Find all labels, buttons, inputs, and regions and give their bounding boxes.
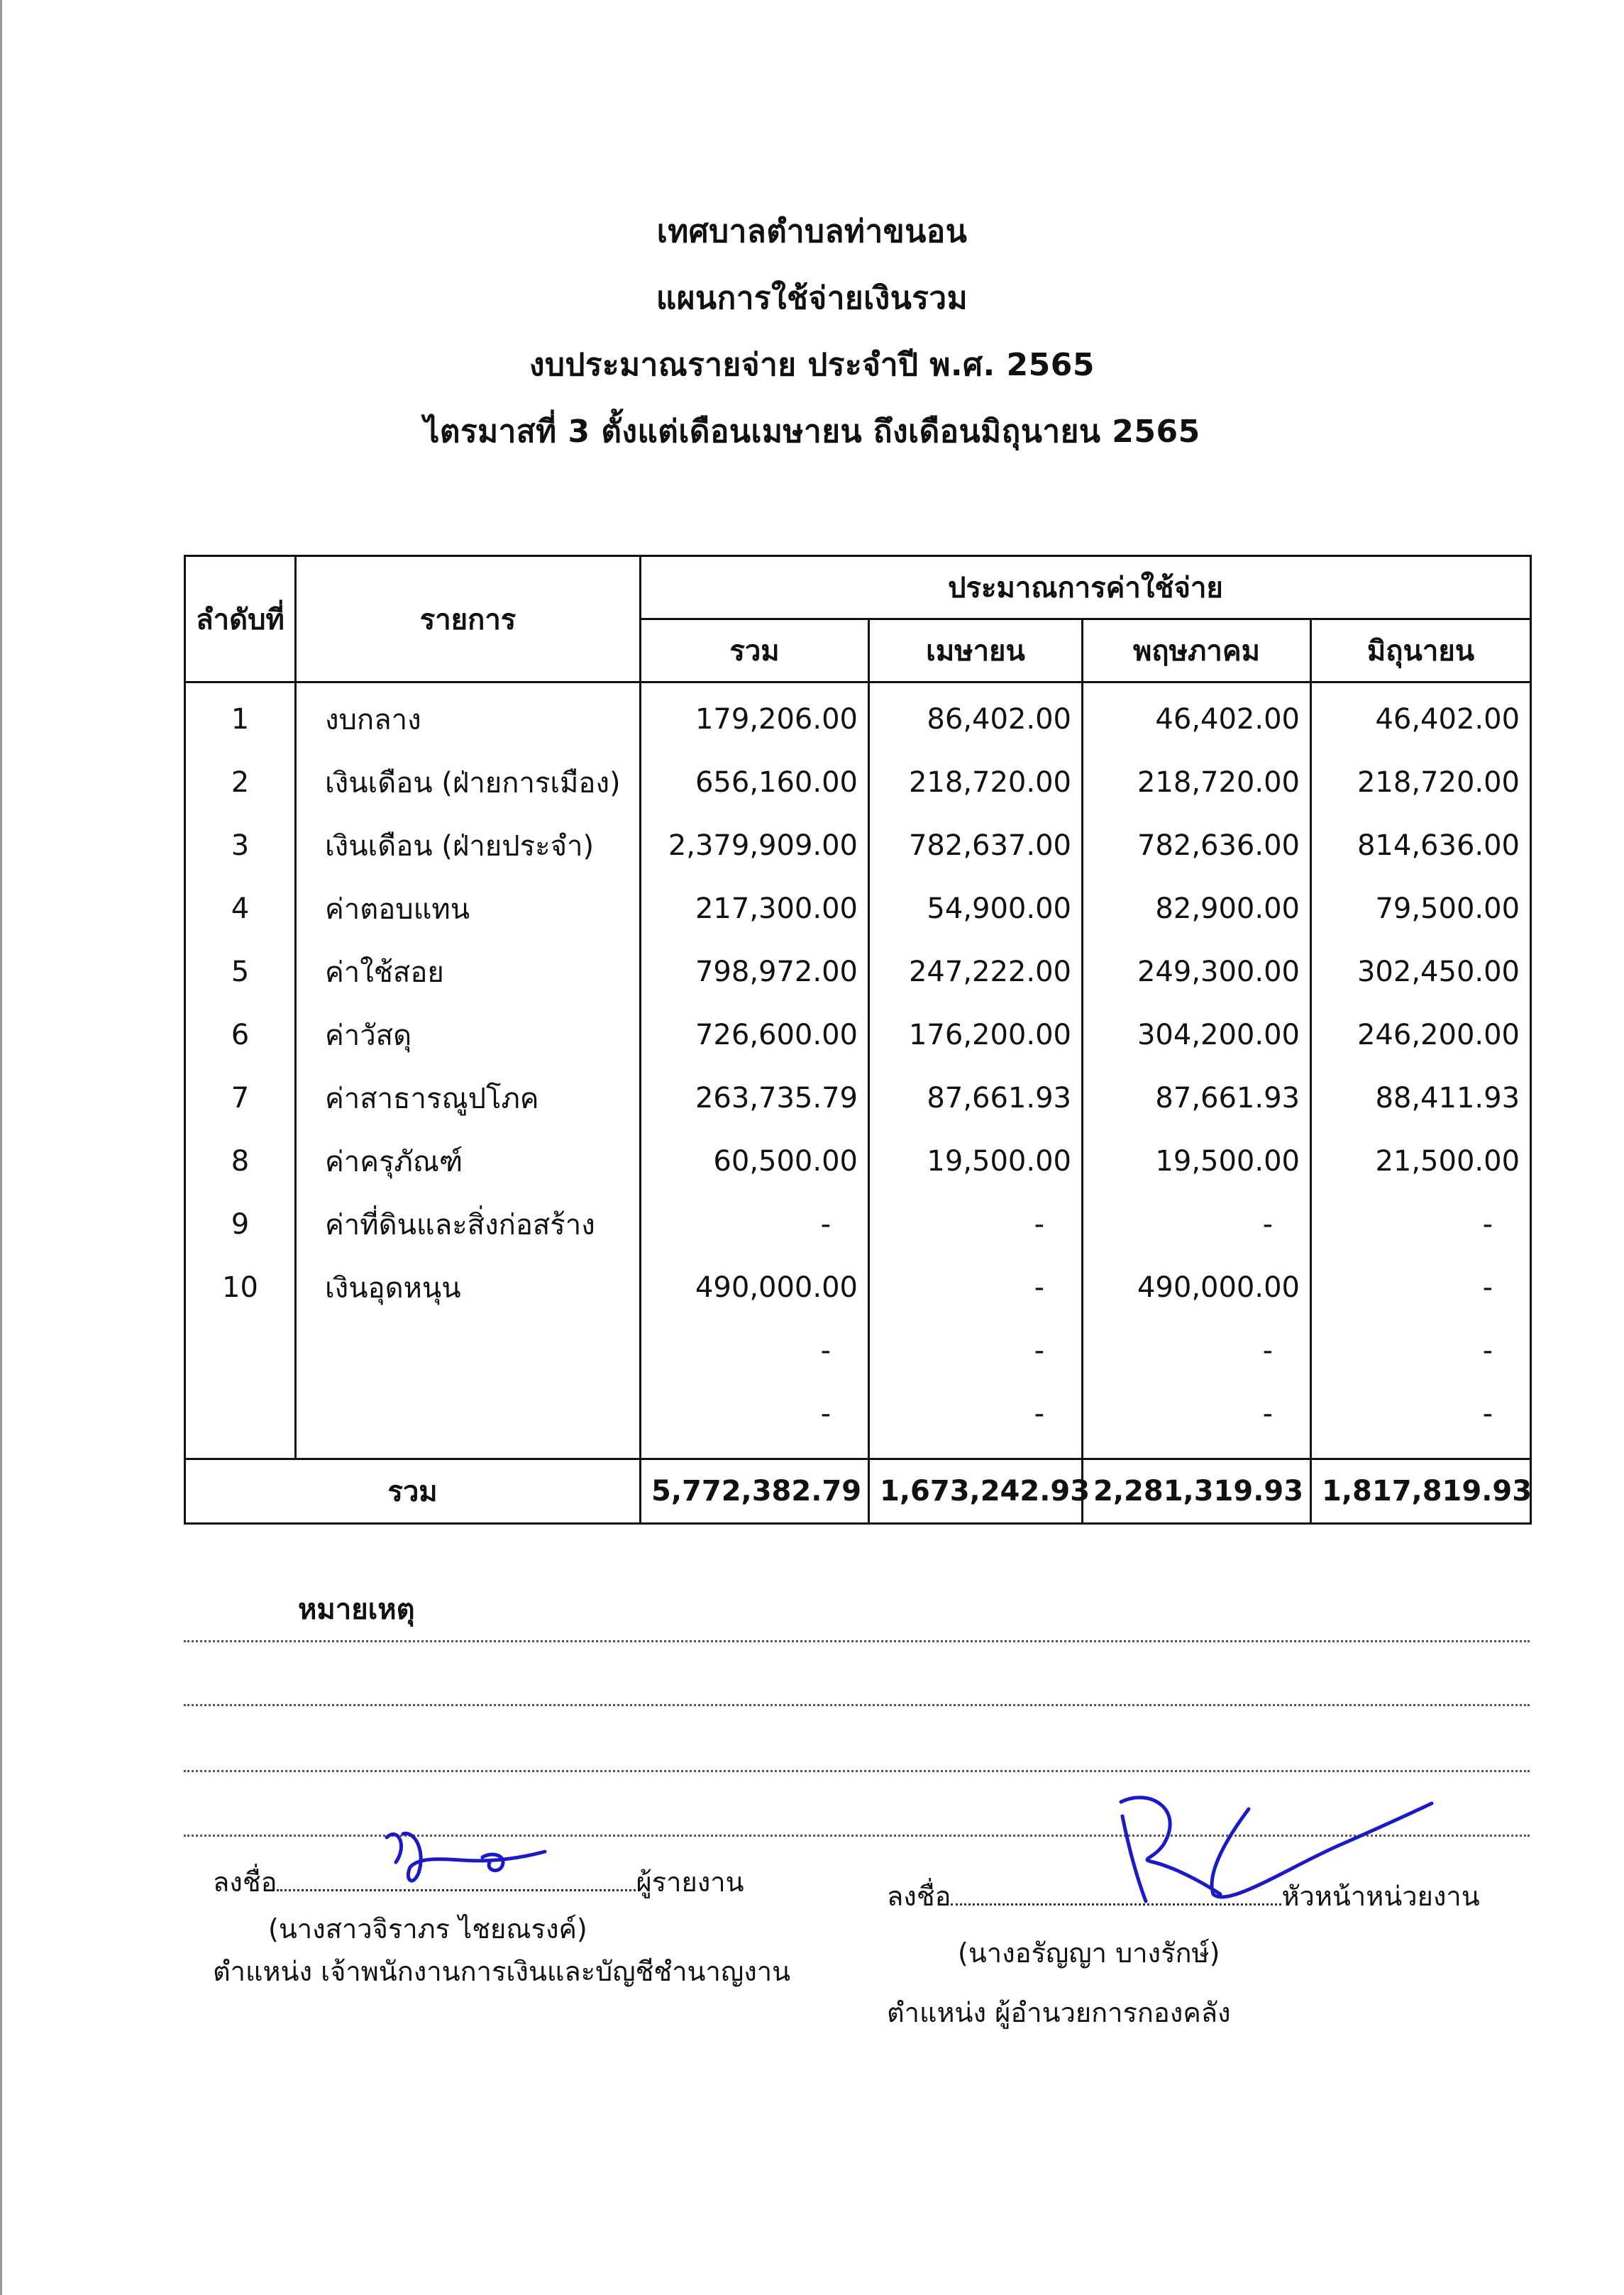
row-total: 263,735.79 [641, 1066, 869, 1129]
row-may: 490,000.00 [1083, 1256, 1311, 1319]
row-no [185, 1319, 296, 1382]
row-item: เงินเดือน (ฝ่ายการเมือง) [296, 751, 641, 814]
row-item: ค่าครุภัณฑ์ [296, 1129, 641, 1193]
row-june: 218,720.00 [1311, 751, 1531, 814]
totals-total: 5,772,382.79 [641, 1459, 869, 1524]
row-item: ค่าใช้สอย [296, 940, 641, 1003]
remarks-line [184, 1640, 1530, 1642]
row-item: ค่าที่ดินและสิ่งก่อสร้าง [296, 1193, 641, 1256]
row-may: 782,636.00 [1083, 814, 1311, 877]
totals-row [185, 1459, 1531, 1524]
totals-june: 1,817,819.93 [1311, 1459, 1531, 1524]
table-row [185, 1003, 1531, 1066]
row-april: 782,637.00 [869, 814, 1083, 877]
row-no [185, 1382, 296, 1445]
row-may: 82,900.00 [1083, 877, 1311, 940]
remarks-line [184, 1770, 1530, 1772]
table-row [185, 1382, 1531, 1445]
row-june: 302,450.00 [1311, 940, 1531, 1003]
spacer-cell [869, 1445, 1083, 1459]
row-june: 814,636.00 [1311, 814, 1531, 877]
row-total: 726,600.00 [641, 1003, 869, 1066]
right-handwritten-signature [1107, 1788, 1447, 1915]
row-no: 9 [185, 1193, 296, 1256]
row-may: 19,500.00 [1083, 1129, 1311, 1193]
row-item: ค่าสาธารณูปโภค [296, 1066, 641, 1129]
row-item: ค่าวัสดุ [296, 1003, 641, 1066]
row-april: 176,200.00 [869, 1003, 1083, 1066]
row-may: - [1083, 1319, 1311, 1382]
row-may: 304,200.00 [1083, 1003, 1311, 1066]
header-no: ลำดับที่ [185, 556, 296, 682]
row-item: เงินอุดหนุน [296, 1256, 641, 1319]
spacer-cell [1083, 1445, 1311, 1459]
header-item: รายการ [296, 556, 641, 682]
row-june: 246,200.00 [1311, 1003, 1531, 1066]
row-april: 86,402.00 [869, 682, 1083, 751]
left-role: ผู้รายงาน [636, 1867, 744, 1898]
row-item: ค่าตอบแทน [296, 877, 641, 940]
row-june: 46,402.00 [1311, 682, 1531, 751]
table-row [185, 877, 1531, 940]
row-june: 79,500.00 [1311, 877, 1531, 940]
row-may: - [1083, 1193, 1311, 1256]
row-may: 46,402.00 [1083, 682, 1311, 751]
table-row [185, 751, 1531, 814]
row-no: 8 [185, 1129, 296, 1193]
row-no: 2 [185, 751, 296, 814]
budget-year: งบประมาณรายจ่าย ประจำปี พ.ศ. 2565 [529, 347, 1095, 383]
right-signer-position: ตำแหน่ง ผู้อำนวยการกองคลัง [887, 1997, 1231, 2028]
row-item [296, 1319, 641, 1382]
row-total: - [641, 1382, 869, 1445]
row-april: - [869, 1256, 1083, 1319]
header-estimate-group: ประมาณการค่าใช้จ่าย [641, 556, 1531, 619]
table-row [185, 1193, 1531, 1256]
row-no: 7 [185, 1066, 296, 1129]
row-april: 19,500.00 [869, 1129, 1083, 1193]
table-row [185, 682, 1531, 751]
table-body [185, 682, 1531, 1459]
totals-may: 2,281,319.93 [1083, 1459, 1311, 1524]
row-item: งบกลาง [296, 682, 641, 751]
remarks-line [184, 1704, 1530, 1706]
table-row [185, 1066, 1531, 1129]
totals-label: รวม [185, 1459, 641, 1524]
row-april: - [869, 1193, 1083, 1256]
row-total: - [641, 1319, 869, 1382]
table-spacer-row [185, 1445, 1531, 1459]
row-total: - [641, 1193, 869, 1256]
remarks-label: หมายเหตุ [298, 1593, 415, 1626]
row-june: 21,500.00 [1311, 1129, 1531, 1193]
document-title: แผนการใช้จ่ายเงินรวม [656, 280, 968, 316]
table-row [185, 940, 1531, 1003]
row-item: เงินเดือน (ฝ่ายประจำ) [296, 814, 641, 877]
right-signer-name: (นางอรัญญา บางรักษ์) [958, 1937, 1220, 1969]
left-sign-prefix: ลงชื่อ [213, 1867, 277, 1898]
header-april: เมษายน [869, 619, 1083, 682]
row-may: 218,720.00 [1083, 751, 1311, 814]
left-handwritten-signature [376, 1823, 568, 1901]
right-role: หัวหน้าหน่วยงาน [1281, 1881, 1480, 1912]
row-total: 179,206.00 [641, 682, 869, 751]
row-april: - [869, 1382, 1083, 1445]
table-row [185, 1129, 1531, 1193]
row-april: 54,900.00 [869, 877, 1083, 940]
row-no: 6 [185, 1003, 296, 1066]
row-june: - [1311, 1319, 1531, 1382]
quarter-period: ไตรมาสที่ 3 ตั้งแต่เดือนเมษายน ถึงเดือนมิถุนายน 2565 [424, 414, 1200, 450]
document-header [0, 199, 1624, 465]
row-item [296, 1382, 641, 1445]
row-total: 217,300.00 [641, 877, 869, 940]
left-signer-name: (นางสาวจิราภร ไชยณรงค์) [268, 1913, 587, 1945]
header-may: พฤษภาคม [1083, 619, 1311, 682]
spending-plan-table [184, 555, 1532, 1525]
table-row [185, 1319, 1531, 1382]
row-total: 798,972.00 [641, 940, 869, 1003]
row-no: 4 [185, 877, 296, 940]
spacer-cell [185, 1445, 296, 1459]
row-total: 60,500.00 [641, 1129, 869, 1193]
right-sign-prefix: ลงชื่อ [887, 1881, 951, 1912]
spacer-cell [296, 1445, 641, 1459]
row-may: 87,661.93 [1083, 1066, 1311, 1129]
row-total: 656,160.00 [641, 751, 869, 814]
row-total: 2,379,909.00 [641, 814, 869, 877]
totals-april: 1,673,242.93 [869, 1459, 1083, 1524]
row-april: 247,222.00 [869, 940, 1083, 1003]
row-no: 10 [185, 1256, 296, 1319]
row-no: 1 [185, 682, 296, 751]
row-april: 218,720.00 [869, 751, 1083, 814]
row-no: 5 [185, 940, 296, 1003]
row-june: - [1311, 1256, 1531, 1319]
row-april: - [869, 1319, 1083, 1382]
table-row [185, 1256, 1531, 1319]
header-june: มิถุนายน [1311, 619, 1531, 682]
row-june: - [1311, 1382, 1531, 1445]
left-signer-position: ตำแหน่ง เจ้าพนักงานการเงินและบัญชีชำนาญงาน [213, 1956, 791, 1987]
spacer-cell [641, 1445, 869, 1459]
row-june: 88,411.93 [1311, 1066, 1531, 1129]
row-april: 87,661.93 [869, 1066, 1083, 1129]
row-june: - [1311, 1193, 1531, 1256]
org-name: เทศบาลตำบลท่าขนอน [656, 214, 968, 250]
table-row [185, 814, 1531, 877]
row-no: 3 [185, 814, 296, 877]
row-total: 490,000.00 [641, 1256, 869, 1319]
row-may: 249,300.00 [1083, 940, 1311, 1003]
header-total: รวม [641, 619, 869, 682]
spacer-cell [1311, 1445, 1531, 1459]
row-may: - [1083, 1382, 1311, 1445]
